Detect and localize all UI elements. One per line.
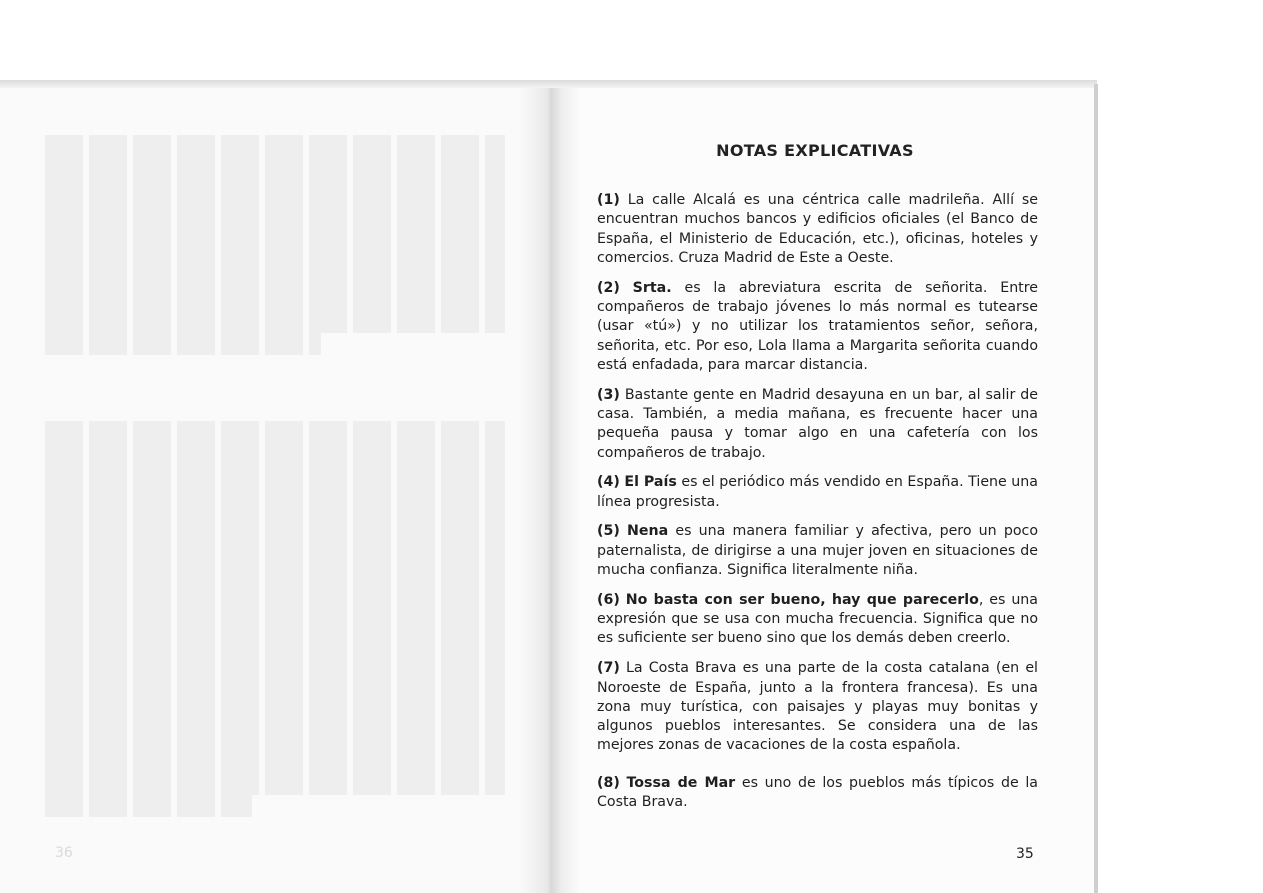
book-right-edge [1094, 84, 1098, 893]
note-text: es una manera familiar y afectiva, pero un poco paternalista, de dirigirse a una mujer joven en situaciones de mucha confianza. Significa literalmente niña. [597, 523, 1039, 579]
note-1 [597, 191, 1038, 268]
note-number: (4) [597, 474, 620, 491]
note-text: es la abreviatura escrita de señorita. Entre compañeros de trabajo jóvenes lo más normal es tutearse (usar «tú») y no utilizar los tratamientos señor, señora, señorita, etc. Por eso, Lola llama a Margarita señorita cuando está enfadada, para marcar distancia. [597, 279, 1038, 373]
note-text: , es una expresión que se usa con mucha frecuencia. Significa que no es suficiente ser bueno sino que los demás deben creerlo. [597, 591, 1038, 647]
page-title: NOTAS EXPLICATIVAS [716, 141, 914, 160]
note-number: (8) [597, 774, 620, 791]
left-page [0, 88, 548, 893]
note-5 [597, 522, 1038, 580]
note-text: es el periódico más vendido en España. Tiene una línea progresista. [597, 474, 1038, 510]
notes-list [597, 191, 1038, 823]
note-6 [597, 591, 1038, 649]
note-number: (1) [597, 192, 620, 208]
note-text: La calle Alcalá es una céntrica calle madrileña. Allí se encuentran muchos bancos y edificios oficiales (el Banco de España, el Ministerio de Educación, etc.), oficinas, hoteles y comercios. Cruza Madrid de Este a Oeste. [597, 192, 1039, 266]
note-number: (5) [597, 523, 620, 540]
note-term: Srta. [632, 279, 672, 296]
note-text: La Costa Brava es una parte de la costa catalana (en el Noroeste de España, junto a la frontera francesa). Es una zona muy turística, con paisajes y playas muy bonitas y algunos pueblos interesantes. Se considera una de las mejores zonas de vacaciones de la costa española. [597, 660, 1038, 754]
book-top-edge [0, 80, 1097, 88]
note-2 [597, 279, 1038, 375]
note-term: Tossa de Mar [626, 774, 736, 791]
left-page-number: 36 [55, 845, 73, 861]
note-number: (2) [597, 279, 620, 296]
note-number: (7) [597, 660, 620, 677]
page-number: 35 [1016, 846, 1034, 862]
note-8 [597, 774, 1038, 813]
note-text: Bastante gente en Madrid desayuna en un bar, al salir de casa. También, a media mañana, es frecuente hacer una pequeña pausa y tomar algo en una cafetería con los compañeros de trabajo. [597, 386, 1039, 461]
note-term: Nena [627, 523, 669, 540]
note-number: (6) [597, 591, 620, 608]
note-number: (3) [597, 386, 620, 403]
scanner-background [0, 0, 1263, 82]
note-term: No basta con ser bueno, hay que parecerlo [625, 591, 979, 608]
book-gutter [520, 88, 580, 893]
note-text: es uno de los pueblos más típicos de la Costa Brava. [597, 774, 1038, 811]
note-4 [597, 473, 1038, 512]
note-7 [597, 659, 1038, 755]
note-3 [597, 386, 1038, 463]
note-term: El País [624, 474, 677, 491]
